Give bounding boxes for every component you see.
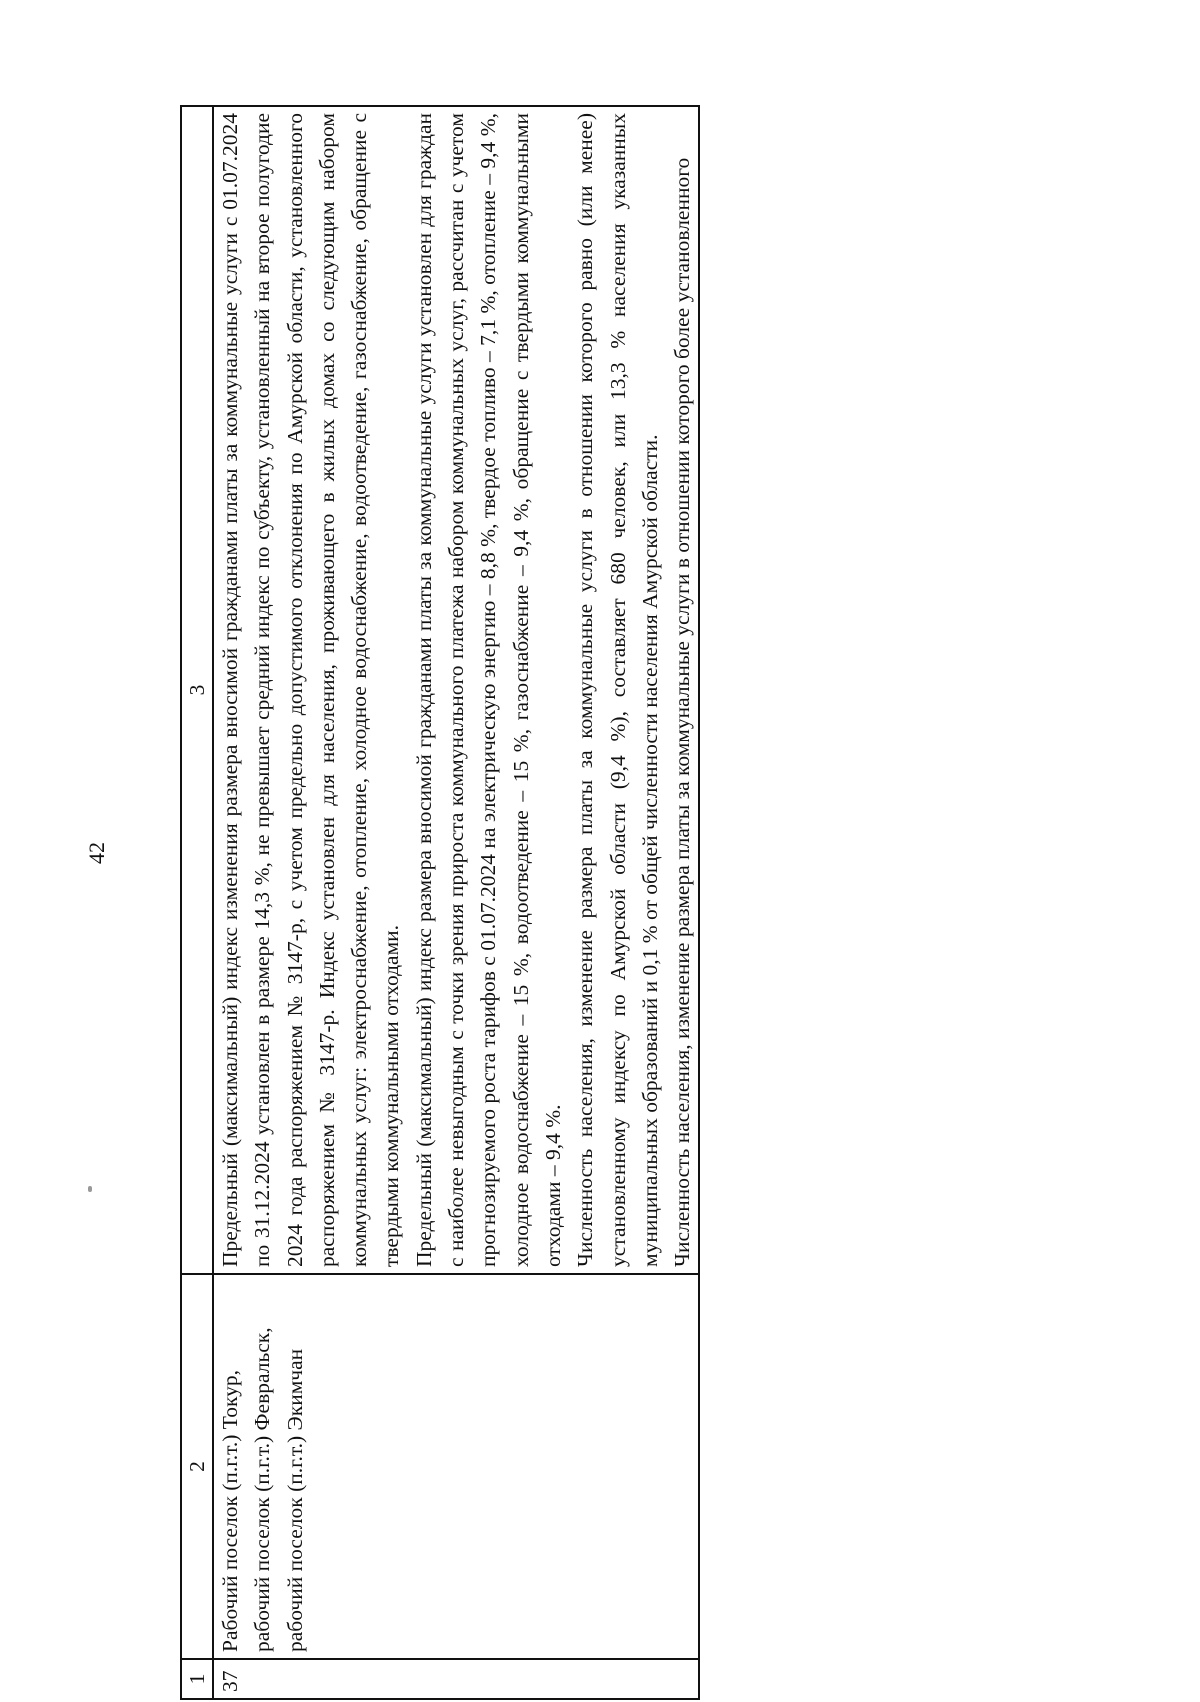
data-table bbox=[180, 105, 700, 1700]
rotated-sheet bbox=[180, 105, 1097, 1700]
settlement-line: Рабочий поселок (п.г.т.) Токур, bbox=[218, 1369, 242, 1652]
settlement-line: рабочий поселок (п.г.т.) Февральск, bbox=[250, 1327, 275, 1652]
description-paragraph: Численность населения, изменение размера платы за коммунальные услуги в отношении которого более установленного bbox=[670, 157, 695, 1267]
description-paragraph: Предельный (максимальный) индекс изменения размера вносимой гражданами платы за коммунальные услуги с 01.07.2024 по 31.12.2024 установлен в размере 14,3 %, не превышает средний индекс по субъекту, установленный на второе полугодие 2024 года распоряжением № 3147-р, с учетом предельно допустимого отклонения по Амурской области, установленного распоряжением № 3147-р. Индекс установлен для населения, проживающего в жилых домах со следующим набором коммунальных услуг: электроснабжение, отопление, холодное водоснабжение, водоотведение, газоснабжение, обращение с твердыми коммунальными отходами. bbox=[218, 113, 404, 1267]
settlement-line: рабочий поселок (п.г.т.) Экимчан bbox=[282, 1348, 307, 1652]
page-number: 42 bbox=[84, 842, 109, 864]
settlements-cell bbox=[213, 1274, 699, 1659]
scan-speck bbox=[88, 1186, 92, 1192]
column-header-1: 1 bbox=[181, 1659, 213, 1699]
row-number: 37 bbox=[213, 1659, 699, 1699]
column-header-2: 2 bbox=[181, 1274, 213, 1659]
column-header-3: 3 bbox=[181, 106, 213, 1274]
description-paragraph: Численность населения, изменение размера платы за коммунальные услуги в отношении которого равно (или менее) установленному индексу по Амурской области (9,4 %), составляет 680 человек, или 13,3 % населения указанных муниципальных образований и 0,1 % от общей численности населения Амурской области. bbox=[573, 113, 662, 1267]
table-row bbox=[213, 106, 699, 1699]
description-cell bbox=[213, 106, 699, 1274]
header-row bbox=[181, 106, 213, 1699]
description-paragraph: Предельный (максимальный) индекс размера вносимой гражданами платы за коммунальные услуги установлен для граждан с наиболее невыгодным с точки зрения прироста коммунального платежа набором коммунальных услуг, рассчитан с учетом прогнозируемого роста тарифов с 01.07.2024 на электрическую энергию – 8,8 %, твердое топливо – 7,1 %, отопление – 9,4 %, холодное водоснабжение – 15 %, водоотведение – 15 %, газоснабжение – 9,4 %, обращение с твердыми коммунальными отходами – 9,4 %. bbox=[411, 113, 565, 1267]
